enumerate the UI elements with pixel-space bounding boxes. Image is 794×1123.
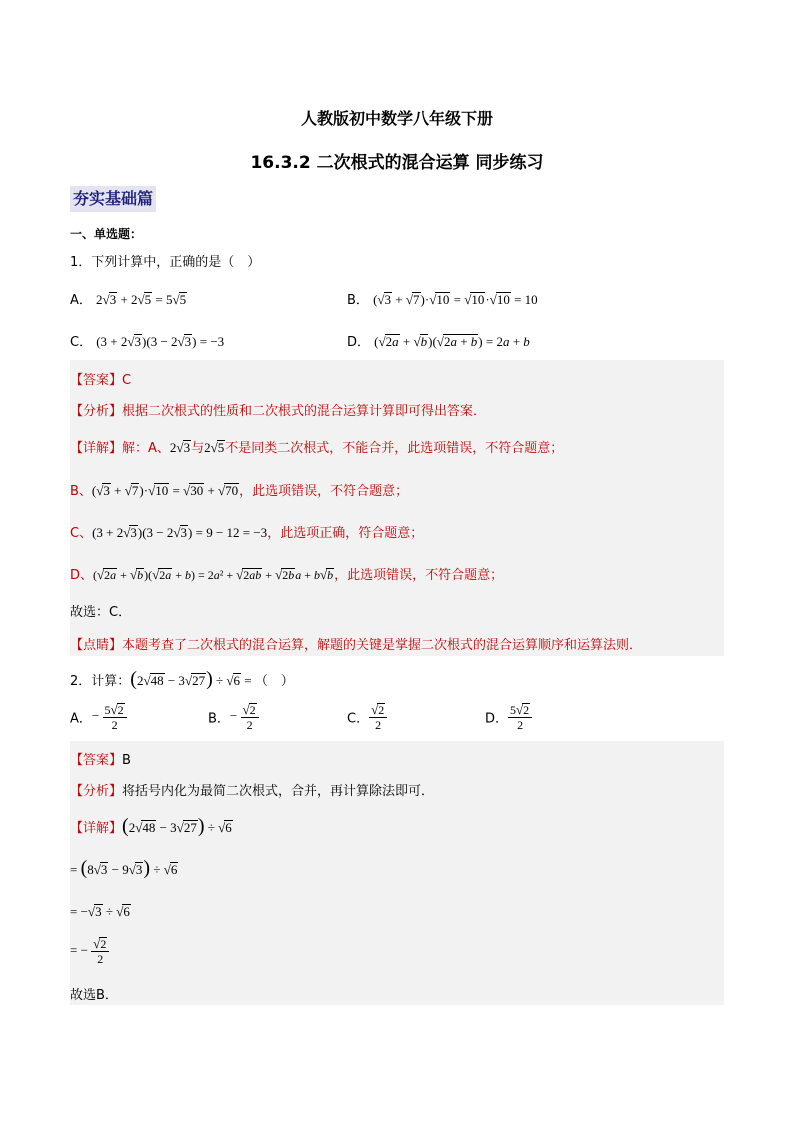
detail-a-expression-1: 2√3	[169, 440, 191, 455]
option-label: B．	[347, 293, 369, 308]
answer-value: B	[122, 753, 131, 768]
detail-b-prefix: B、	[70, 484, 92, 499]
answer-value: C	[122, 373, 132, 388]
option-a-expression: − $\frac{5√2}{2}$	[92, 708, 127, 723]
q1-answer	[70, 369, 131, 388]
option-label: A．	[70, 293, 92, 308]
option-b-expression: (√3 + √7)·√10 = √10·√10 = 10	[373, 292, 538, 307]
detail-a-expression-2: 2√5	[204, 440, 225, 455]
q1-option-b	[347, 289, 538, 308]
option-d-expression: (√2a + √b)(√2a + b) = 2a + b	[374, 334, 530, 349]
detail-b-text: ，此选项错误，不符合题意；	[239, 484, 409, 499]
q2-stem-expression: (2√48 − 3√27) ÷ √6 =	[130, 668, 255, 690]
q1-detail-c	[70, 522, 423, 541]
option-label: D．	[347, 335, 371, 350]
option-d-expression: $\frac{5√2}{2}$	[508, 708, 532, 723]
doc-subtitle: 16.3.2 二次根式的混合运算 同步练习	[250, 153, 544, 173]
q2-option-a	[70, 703, 127, 732]
option-label: B．	[208, 711, 230, 727]
q2-step-2: = −√3 ÷ √6	[70, 904, 130, 919]
detail-c-expression: (3 + 2√3)(3 − 2√3) = 9 − 12 = −3	[92, 525, 268, 540]
section-heading: 夯实基础篇	[70, 186, 156, 212]
q1-option-a	[70, 289, 187, 308]
q2-option-c	[347, 703, 387, 732]
detail-c-prefix: C、	[70, 526, 93, 541]
option-b-expression: − $\frac{√2}{2}$	[230, 708, 259, 723]
option-a-expression: 2√3 + 2√5 = 5√5	[96, 292, 187, 307]
q1-detail-b	[70, 480, 408, 499]
analysis-tag: 【分析】	[70, 784, 123, 799]
q2-stem-prefix: 2．计算：	[70, 674, 131, 689]
analysis-text: 将括号内化为最简二次根式，合并，再计算除法即可．	[122, 784, 435, 799]
doc-title: 人教版初中数学八年级下册	[300, 109, 493, 128]
q2-option-d	[485, 703, 532, 732]
option-c-expression: $\frac{√2}{2}$	[369, 708, 387, 723]
detail-d-prefix: D、	[70, 568, 94, 583]
q2-detail	[70, 815, 233, 838]
detail-a-conjunction: 与	[191, 441, 205, 456]
detail-d-text: ，此选项错误，不符合题意；	[334, 568, 504, 583]
detail-c-text: ，此选项正确，符合题意；	[267, 526, 424, 541]
detail-a-prefix: 解：A、	[122, 441, 170, 456]
q2-stem	[70, 668, 294, 691]
option-label: D．	[485, 711, 509, 727]
q1-choose: 故选：C．	[70, 605, 132, 620]
detail-b-expression: (√3 + √7)·√10 = √30 + √70	[91, 483, 239, 498]
answer-tag: 【答案】	[70, 373, 123, 388]
option-label: C．	[70, 335, 93, 350]
option-label: A．	[70, 711, 92, 727]
q2-stem-suffix: （ ）	[254, 674, 294, 689]
q2-answer	[70, 749, 131, 768]
q1-option-c	[70, 331, 224, 350]
q1-option-d	[347, 331, 530, 350]
q1-comment	[70, 634, 642, 653]
option-c-expression: (3 + 2√3)(3 − 2√3) = −3	[96, 334, 225, 349]
q2-option-b	[208, 703, 259, 732]
q1-detail-a	[70, 437, 563, 456]
detail-d-expression: (√2a + √b)(√2a + b) = 2a² + √2ab + √2ba + b√b	[93, 567, 334, 582]
detail-tag: 【详解】	[70, 821, 123, 836]
analysis-text: 根据二次根式的性质和二次根式的混合运算计算即可得出答案．	[122, 404, 487, 419]
q2-analysis	[70, 780, 434, 799]
comment-text: 本题考查了二次根式的混合运算，解题的关键是掌握二次根式的混合运算顺序和运算法则．	[122, 638, 643, 653]
comment-tag: 【点睛】	[70, 638, 123, 653]
q1-detail-d	[70, 564, 503, 583]
detail-a-text: 不是同类二次根式，不能合并，此选项错误，不符合题意；	[225, 441, 564, 456]
analysis-tag: 【分析】	[70, 404, 123, 419]
q1-analysis	[70, 400, 486, 419]
q2-step-1: = (8√3 − 9√3) ÷ √6	[70, 857, 178, 879]
q2-step-3: = − $\frac{√2}{2}$	[70, 937, 109, 966]
q2-choose: 故选B．	[70, 988, 118, 1003]
answer-tag: 【答案】	[70, 753, 123, 768]
detail-tag: 【详解】	[70, 441, 123, 456]
detail-expression: (2√48 − 3√27) ÷ √6	[122, 815, 232, 837]
option-label: C．	[347, 711, 370, 727]
q1-stem: 1．下列计算中，正确的是（ ）	[70, 255, 261, 270]
part-heading: 一、单选题：	[70, 227, 143, 241]
